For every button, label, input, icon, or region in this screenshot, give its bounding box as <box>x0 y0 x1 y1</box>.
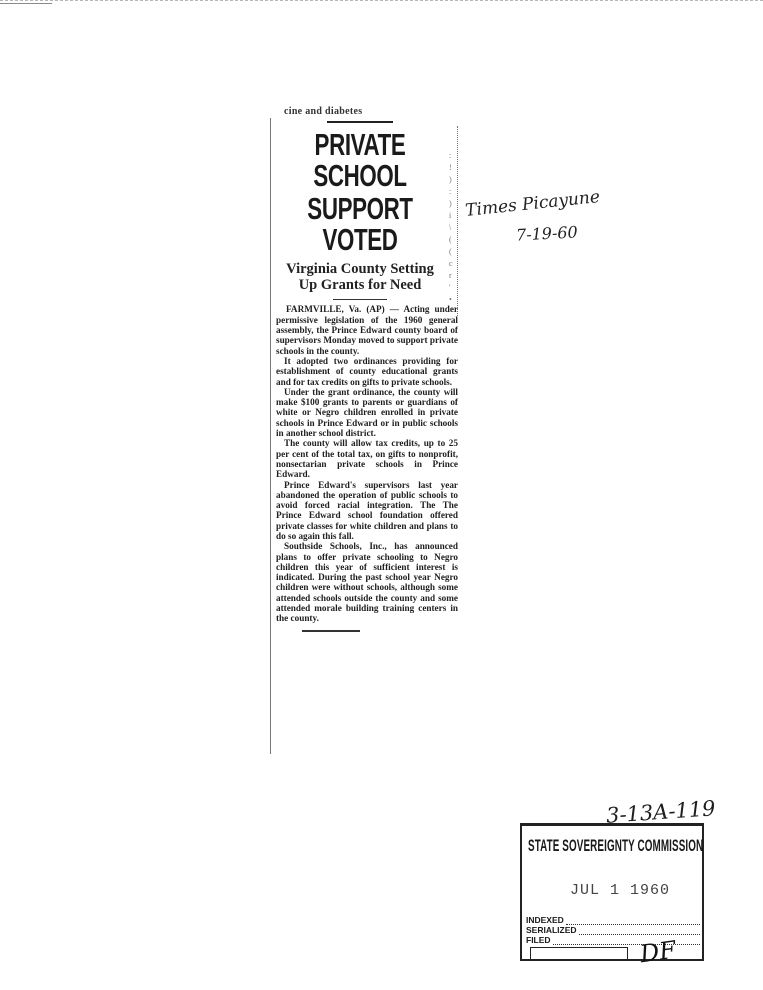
scan-top-border <box>0 0 763 1</box>
article-end-rule <box>302 630 360 632</box>
article-paragraph: Under the grant ordinance, the county will make $100 grants to parents or guardians of white or Negro children enrolled in private schools in Prince Edward or in public schools in another school district. <box>276 386 458 439</box>
stamp-field-line <box>553 937 700 945</box>
article-paragraph: Southside Schools, Inc., has announced plans to offer private schooling to Negro children this year of sufficient interest is indicated. During the past school year Negro children were without schools, although some attended schools outside the county and some attended morale building training centers in the county. <box>276 541 458 624</box>
article-paragraph: The county will allow tax credits, up to 25 per cent of the total tax, on gifts to nonprofit, nonsectarian private schools in Prince Edward. <box>276 438 458 480</box>
stamp-field-label: INDEXED <box>526 915 564 925</box>
stamp-field-label: SERIALIZED <box>526 925 577 935</box>
stamp-field-indexed <box>526 915 700 925</box>
scan-corner-mark <box>0 3 52 4</box>
headline-line-2: SUPPORT VOTED <box>307 191 413 257</box>
article-paragraph: FARMVILLE, Va. (AP) — Acting under permissive legislation of the 1960 general assembly, the Prince Edward county board of supervisors Monday moved to support private schools in the county. <box>276 304 458 356</box>
stamp-date: JUL 1 1960 <box>570 882 671 899</box>
stamp-field-label: FILED <box>526 935 551 945</box>
commission-stamp <box>520 823 704 969</box>
subhead-line-2: Up Grants for Need <box>298 277 422 294</box>
clipping-right-edge <box>457 126 458 316</box>
subhead-rule <box>333 299 387 300</box>
file-number-handwritten: 3-13A-119 <box>605 796 717 828</box>
subheadline <box>262 261 458 293</box>
article-paragraph: Prince Edward's supervisors last year abandoned the operation of public schools to avoid forced racial integration. The The Prince Edward school foundation offered private classes for white children and plans to do so again this fall. <box>276 479 458 541</box>
subhead-line-1: Virginia County Setting <box>286 261 434 277</box>
newspaper-clipping <box>262 106 458 754</box>
stamp-initials-signature: DF <box>638 935 678 969</box>
article-paragraph: It adopted two ordinances providing for establishment of county educational grants and for tax credits on gifts to private schools. <box>276 355 458 387</box>
handwritten-date: 7-19-60 <box>515 222 579 245</box>
adjacent-column-fragments: : ! ) : ) i \ ( ( c r ' • <box>449 151 453 304</box>
stamp-field-line <box>566 917 700 925</box>
stamp-checkbox-area <box>530 947 628 960</box>
headline-line-1: PRIVATE SCHOOL <box>313 127 407 193</box>
stamp-field-serialized <box>526 925 700 935</box>
clipping-top-rule <box>327 121 393 123</box>
article-body <box>276 304 458 623</box>
stamp-title: STATE SOVEREIGNTY COMMISSION <box>528 836 704 855</box>
handwritten-source: Times Picayune <box>464 186 601 222</box>
clipping-cut-top-text: cine and diabetes <box>284 106 363 117</box>
stamp-field-line <box>579 927 700 935</box>
clipping-left-edge <box>270 118 271 754</box>
